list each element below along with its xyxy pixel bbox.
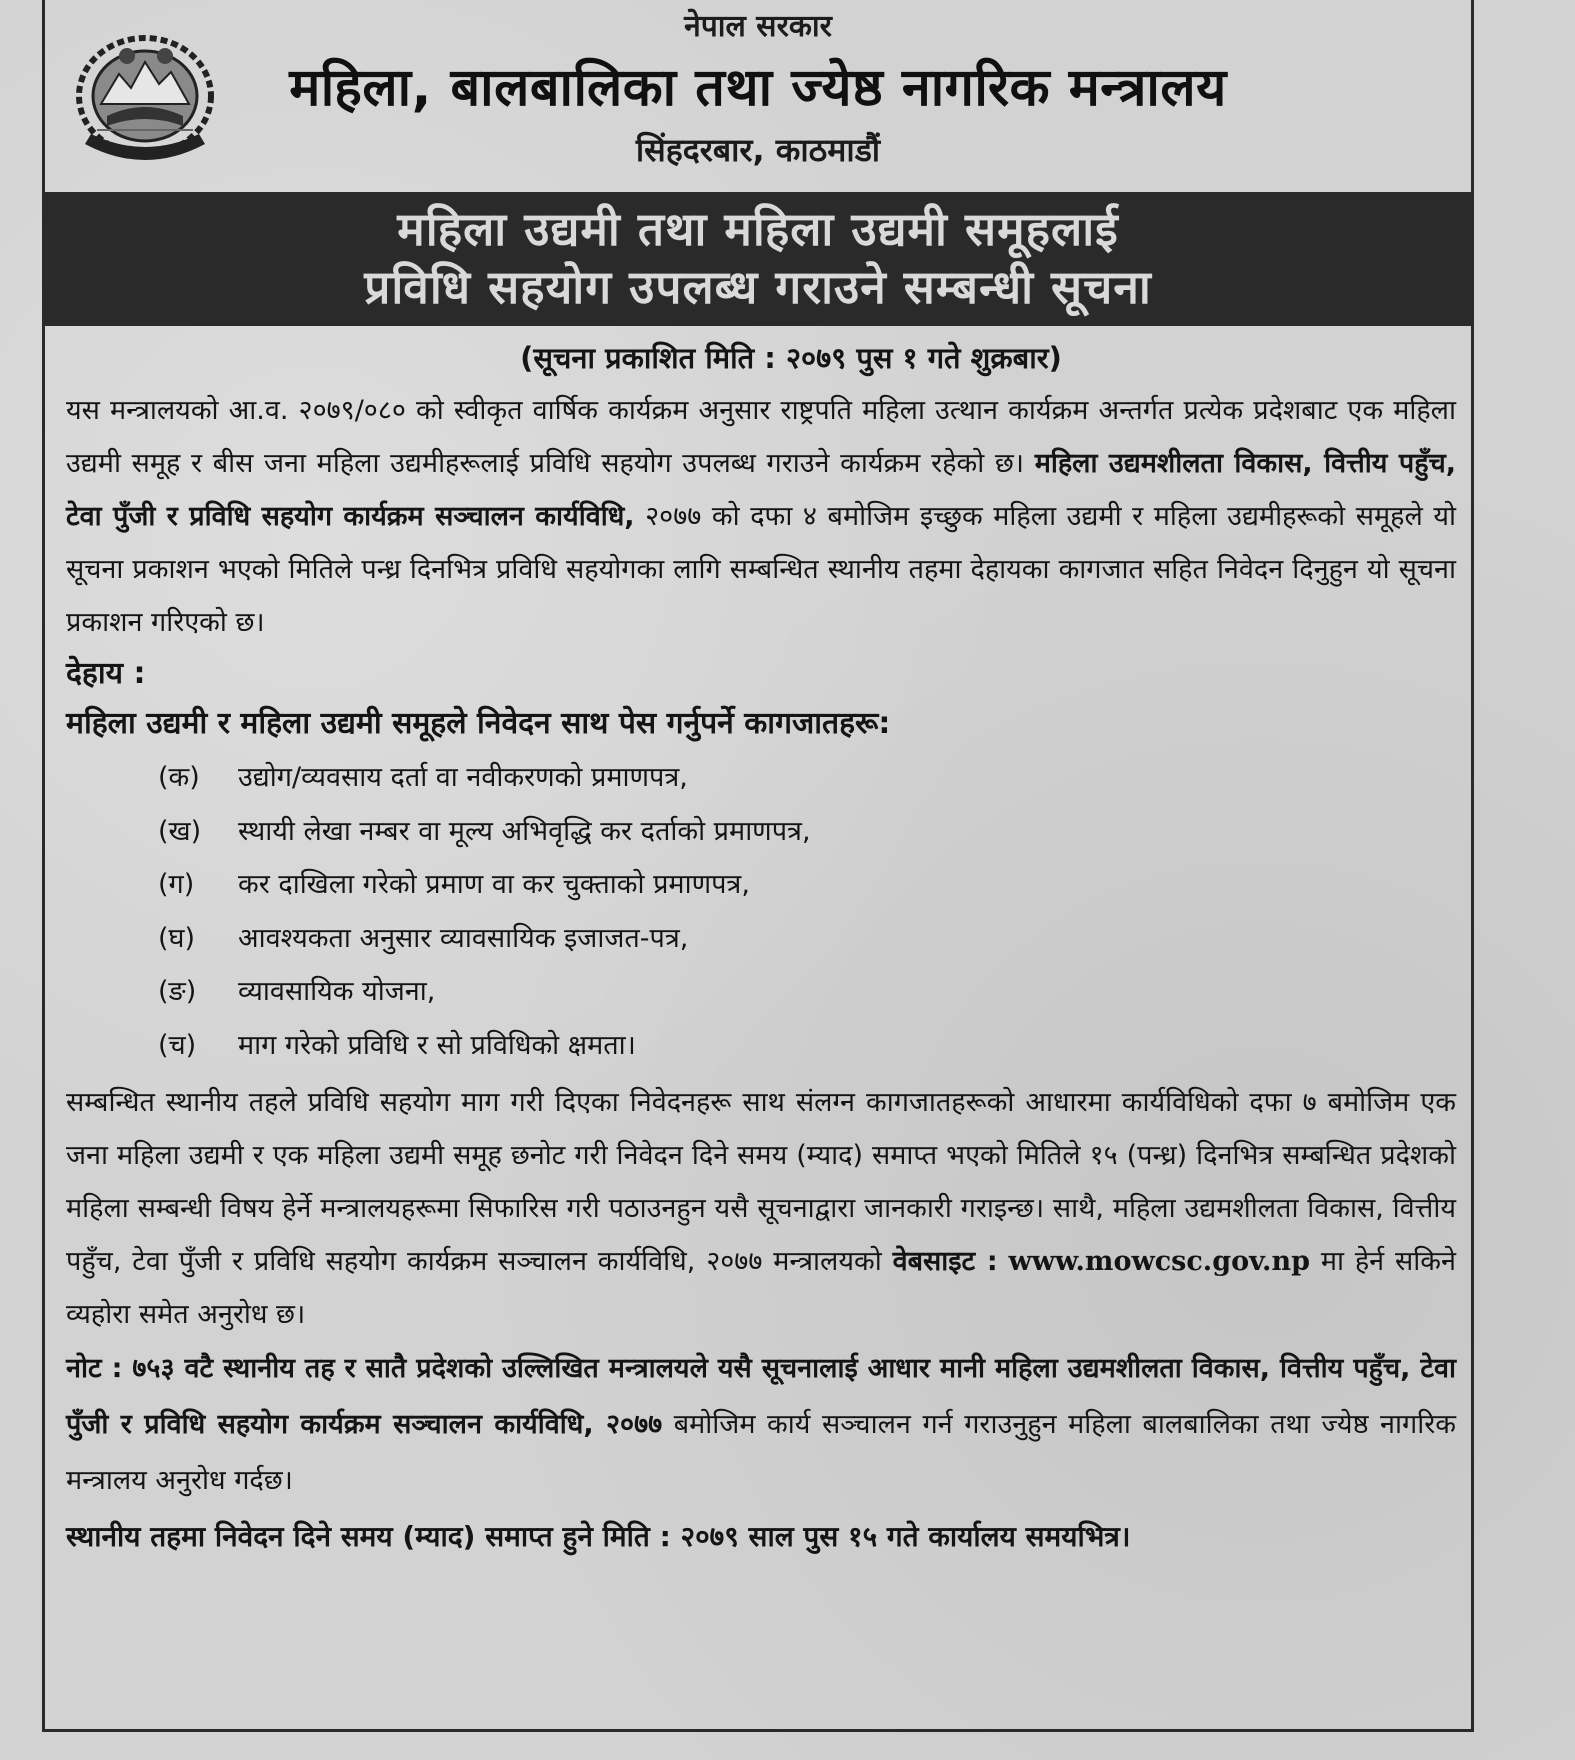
list-marker: (च) [158, 1029, 197, 1061]
list-item-text: कर दाखिला गरेको प्रमाण वा कर चुक्ताको प्रमाणपत्र, [238, 869, 750, 900]
list-marker: (ग) [158, 869, 195, 900]
list-item-text: स्थायी लेखा नम्बर वा मूल्य अभिवृद्धि कर दर्ताको प्रमाणपत्र, [238, 815, 811, 847]
list-item-text: उद्योग/व्यवसाय दर्ता वा नवीकरणको प्रमाणपत्र, [238, 762, 688, 793]
note-label: नोट [66, 1353, 102, 1384]
list-marker: (क) [158, 762, 200, 793]
list-item-text: आवश्यकता अनुसार व्यावसायिक इजाजत-पत्र, [238, 922, 689, 954]
list-item [158, 751, 1456, 805]
note-text: बमोजिम कार्य सञ्चालन गर्न गराउनुहुन महिला बालबालिका तथा ज्येष्ठ नागरिक मन्त्रालय अनुरोध गर्दछ। [66, 1409, 1457, 1496]
banner-title-line-1: महिला उद्यमी तथा महिला उद्यमी समूहलाई [397, 202, 1119, 256]
publication-date: (सूचना प्रकाशित मिति : २०७९ पुस १ गते शुक्रबार) [520, 341, 1062, 375]
ministry-name: महिला, बालबालिका तथा ज्येष्ठ नागरिक मन्त्रालय [289, 58, 1227, 118]
intro-text-1: यस मन्त्रालयको आ.व. २०७९/०८० को स्वीकृत वार्षिक कार्यक्रम अनुसार राष्ट्रपति महिला उत्थान कार्यक्रम अन्तर्गत प्रत्येक प्रदेशबाट एक महिला उद्यमी समूह र बीस जना महिला उद्यमीहरूलाई प्रविधि सहयोग उपलब्ध गराउने कार्यक्रम रहेको छ। [66, 395, 1456, 479]
banner-title-line-2: प्रविधि सहयोग उपलब्ध गराउने सम्बन्धी सूचना [364, 260, 1152, 314]
ministry-address: सिंहदरबार, काठमाडौं [635, 131, 881, 169]
intro-text-2: २०७७ को दफा ४ बमोजिम इच्छुक महिला उद्यमी र महिला उद्यमीहरूको समूहले यो सूचना प्रकाशन भएको मितिले पन्ध्र दिनभित्र प्रविधि सहयोगका लागि सम्बन्धित स्थानीय तहमा देहायका कागजात सहित निवेदन दिनुहुन यो सूचना प्रकाशन गरिएको छ। [66, 501, 1456, 638]
intro-bold-procedure: महिला उद्यमशीलता विकास, वित्तीय पहुँच, टेवा पुँजी र प्रविधि सहयोग कार्यक्रम सञ्चालन कार्यविधि, [66, 448, 1456, 532]
notice-content [66, 332, 1456, 1565]
intro-paragraph [66, 384, 1456, 649]
note-paragraph [66, 1341, 1456, 1509]
list-item-text: व्यावसायिक योजना, [238, 976, 436, 1007]
list-item [158, 858, 1456, 912]
list-item-text: माग गरेको प्रविधि र सो प्रविधिको क्षमता। [238, 1029, 636, 1061]
list-item [158, 912, 1456, 966]
list-marker: (ख) [158, 815, 202, 847]
selection-paragraph [66, 1076, 1456, 1341]
list-marker: (घ) [158, 922, 196, 954]
list-item [158, 965, 1456, 1019]
documents-list [158, 751, 1456, 1072]
website-link[interactable]: www.mowcsc.gov.np [1008, 1246, 1310, 1277]
documents-heading: महिला उद्यमी र महिला उद्यमी समूहले निवेदन साथ पेस गर्नुपर्ने कागजातहरू: [66, 706, 891, 741]
note-bold-text: : ७५३ वटै स्थानीय तह र सातै प्रदेशको उल्लिखित मन्त्रालयले यसै सूचनालाई आधार मानी महिला उद्यमशीलता विकास, वित्तीय पहुँच, टेवा पुँजी र प्रविधि सहयोग कार्यक्रम सञ्चालन कार्यविधि, २०७७ [66, 1353, 1456, 1440]
list-item [158, 805, 1456, 859]
notice-header [45, 0, 1471, 192]
selection-text-end: मा हेर्न सकिने व्यहोरा समेत अनुरोध छ। [66, 1246, 1456, 1330]
government-name: नेपाल सरकार [684, 9, 832, 44]
list-item [158, 1019, 1456, 1073]
dehaya-label: देहाय : [66, 656, 146, 691]
application-deadline: स्थानीय तहमा निवेदन दिने समय (म्याद) समाप्त हुने मिति : २०७९ साल पुस १५ गते कार्यालय समयभित्र। [66, 1520, 1131, 1553]
notice-title-banner [45, 192, 1471, 326]
website-label: वेबसाइट : [892, 1246, 998, 1277]
selection-text: सम्बन्धित स्थानीय तहले प्रविधि सहयोग माग गरी दिएका निवेदनहरू साथ संलग्न कागजातहरूको आधारमा कार्यविधिको दफा ७ बमोजिम एक जना महिला उद्यमी र एक महिला उद्यमी समूह छनोट गरी निवेदन दिने समय (म्याद) समाप्त भएको मितिले १५ (पन्ध्र) दिनभित्र सम्बन्धित प्रदेशको महिला सम्बन्धी विषय हेर्ने मन्त्रालयहरूमा सिफारिस गरी पठाउनहुन यसै सूचनाद्वारा जानकारी गराइन्छ। साथै, महिला उद्यमशीलता विकास, वित्तीय पहुँच, टेवा पुँजी र प्रविधि सहयोग कार्यक्रम सञ्चालन कार्यविधि, २०७७ मन्त्रालयको [66, 1087, 1456, 1277]
list-marker: (ङ) [158, 976, 197, 1007]
